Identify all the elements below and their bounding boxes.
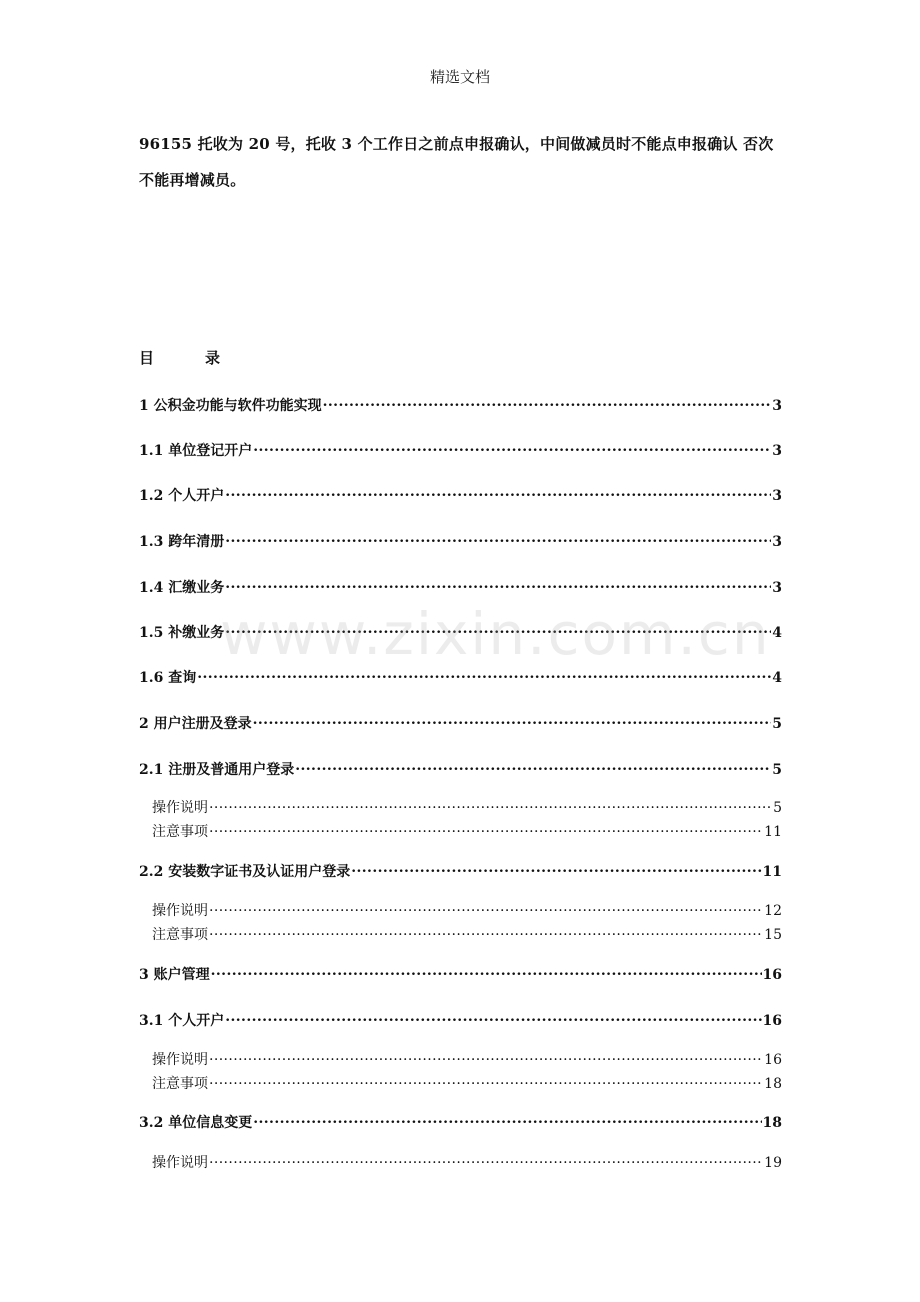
toc-entry[interactable] [139, 667, 782, 687]
toc-leader-dots [225, 623, 771, 637]
toc-entry-page: 16 [762, 1013, 782, 1029]
toc-entry-label: 1.2 个人开户 [139, 488, 225, 504]
toc-entry-label: 2.1 注册及普通用户登录 [139, 762, 295, 778]
toc-leader-dots [209, 901, 763, 915]
toc-entry-label: 1.6 查询 [139, 670, 197, 686]
toc-entry-page: 15 [764, 927, 782, 943]
toc-leader-dots [209, 1050, 763, 1064]
toc-entry-label: 1 公积金功能与软件功能实现 [139, 398, 322, 414]
toc-leader-dots [209, 1074, 763, 1088]
toc-entry[interactable] [152, 1073, 782, 1093]
toc-entry-page: 3 [772, 398, 782, 414]
toc-entry[interactable] [139, 1010, 782, 1030]
toc-entry-label: 1.3 跨年清册 [139, 534, 225, 550]
toc-entry[interactable] [152, 900, 782, 920]
toc-entry-label: 1.4 汇缴业务 [139, 580, 225, 596]
toc-entry[interactable] [139, 713, 782, 733]
toc-leader-dots [211, 965, 762, 979]
toc-entry-page: 3 [772, 534, 782, 550]
toc-entry[interactable] [139, 440, 782, 460]
toc-entry-label: 操作说明 [152, 1155, 208, 1171]
intro-paragraph: 96155 托收为 20 号，托收 3 个工作日之前点申报确认，中间做减员时不能点申报确认 否次不能再增减员。 [139, 135, 774, 189]
toc-entry-label: 3.2 单位信息变更 [139, 1115, 253, 1131]
toc-leader-dots [253, 1113, 761, 1127]
toc-leader-dots [225, 1011, 761, 1025]
toc-leader-dots [351, 862, 761, 876]
toc-entry[interactable] [139, 577, 782, 597]
toc-entry[interactable] [152, 1049, 782, 1069]
toc-entry-page: 12 [764, 903, 782, 919]
toc-entry-label: 3 账户管理 [139, 967, 210, 983]
toc-entry-label: 注意事项 [152, 1076, 208, 1092]
toc-entry-page: 16 [762, 967, 782, 983]
toc-leader-dots [253, 714, 772, 728]
toc-entry-label: 操作说明 [152, 800, 208, 816]
toc-leader-dots [323, 396, 772, 410]
toc-entry-label: 2.2 安装数字证书及认证用户登录 [139, 864, 351, 880]
toc-entry-page: 4 [772, 670, 782, 686]
toc-entry-page: 18 [762, 1115, 782, 1131]
page-header: 精选文档 [429, 68, 490, 86]
toc-entry-label: 3.1 个人开户 [139, 1013, 225, 1029]
toc-entry[interactable] [139, 861, 782, 881]
toc-leader-dots [295, 760, 771, 774]
toc-entry-page: 11 [764, 824, 782, 840]
toc-entry-label: 1.1 单位登记开户 [139, 443, 253, 459]
toc-entry-page: 5 [773, 800, 782, 816]
toc-entry-label: 1.5 补缴业务 [139, 625, 225, 641]
toc-entry-page: 3 [772, 580, 782, 596]
toc-entry-page: 5 [772, 716, 782, 732]
toc-entry[interactable] [139, 622, 782, 642]
toc-leader-dots [209, 798, 772, 812]
toc-entry-page: 5 [772, 762, 782, 778]
toc-entry-page: 11 [762, 864, 782, 880]
toc-entry[interactable] [152, 821, 782, 841]
toc-entry[interactable] [139, 964, 782, 984]
toc-entry-page: 16 [764, 1052, 782, 1068]
toc-entry-label: 2 用户注册及登录 [139, 716, 252, 732]
toc-entry-label: 注意事项 [152, 927, 208, 943]
toc-entry[interactable] [139, 531, 782, 551]
toc-entry[interactable] [152, 924, 782, 944]
toc-entry-page: 18 [764, 1076, 782, 1092]
toc-title: 目 录 [139, 349, 239, 367]
toc-entry[interactable] [139, 485, 782, 505]
toc-entry[interactable] [139, 395, 782, 415]
toc-leader-dots [225, 578, 771, 592]
toc-entry[interactable] [139, 759, 782, 779]
watermark: www.zixin.com.cn [220, 600, 771, 668]
toc-entry-page: 3 [772, 443, 782, 459]
toc-entry[interactable] [152, 797, 782, 817]
toc-leader-dots [209, 1153, 763, 1167]
toc-leader-dots [225, 532, 771, 546]
toc-leader-dots [253, 441, 771, 455]
toc-leader-dots [209, 822, 763, 836]
toc-entry-page: 4 [772, 625, 782, 641]
toc-entry-label: 操作说明 [152, 903, 208, 919]
toc-entry[interactable] [152, 1152, 782, 1172]
toc-entry-page: 3 [772, 488, 782, 504]
toc-entry-label: 操作说明 [152, 1052, 208, 1068]
toc-leader-dots [209, 925, 763, 939]
toc-leader-dots [225, 486, 771, 500]
toc-leader-dots [197, 668, 771, 682]
toc-entry-label: 注意事项 [152, 824, 208, 840]
toc-entry[interactable] [139, 1112, 782, 1132]
toc-entry-page: 19 [764, 1155, 782, 1171]
